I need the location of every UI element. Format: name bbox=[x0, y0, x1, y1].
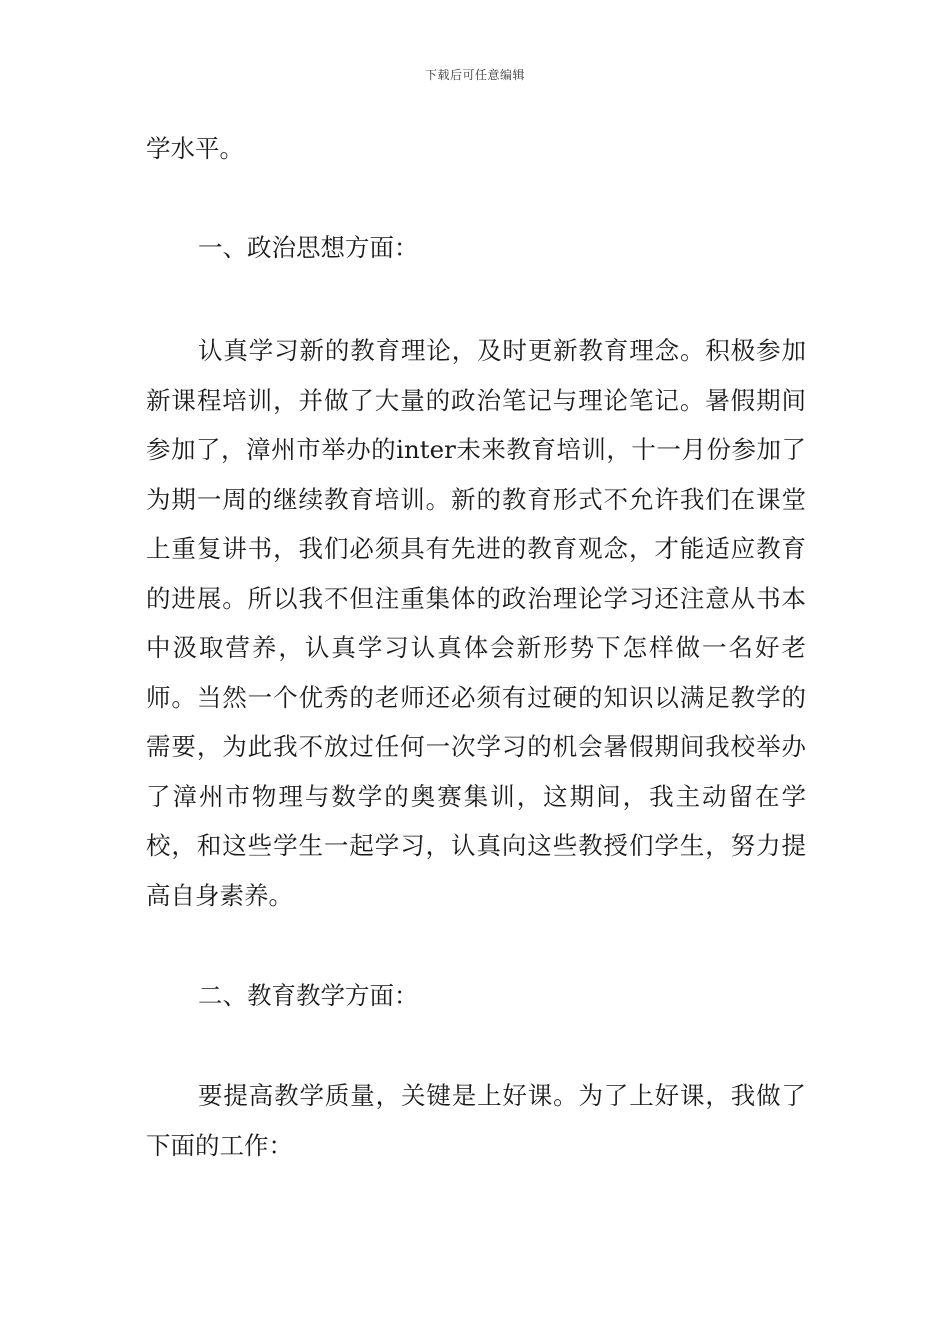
continuation-text: 学水平。 bbox=[146, 134, 244, 163]
section-heading-politics: 一、政治思想方面： bbox=[198, 233, 419, 262]
section-paragraph-politics: 认真学习新的教育理论，及时更新教育理念。积极参加新课程培训，并做了大量的政治笔记与理论笔记。暑假期间参加了，漳州市举办的inter未来教育培训，十一月份参加了为期一周的继续教育培训。新的教育形式不允许我们在课堂上重复讲书，我们必须具有先进的教育观念，才能适应教育的进展。所以我不但注重集体的政治理论学习还注意从书本中汲取营养，认真学习认真体会新形势下怎样做一名好老师。当然一个优秀的老师还必须有过硬的知识以满足教学的需要，为此我不放过任何一次学习的机会暑假期间我校举办了漳州市物理与数学的奥赛集训，这期间，我主动留在学校，和这些学生一起学习，认真向这些教授们学生，努力提高自身素养。 bbox=[146, 336, 806, 910]
header-note: 下载后可任意编辑 bbox=[424, 68, 525, 82]
section-paragraph-teaching: 要提高教学质量，关键是上好课。为了上好课，我做了下面的工作： bbox=[146, 1081, 806, 1160]
section-heading-teaching: 二、教育教学方面： bbox=[198, 981, 419, 1010]
